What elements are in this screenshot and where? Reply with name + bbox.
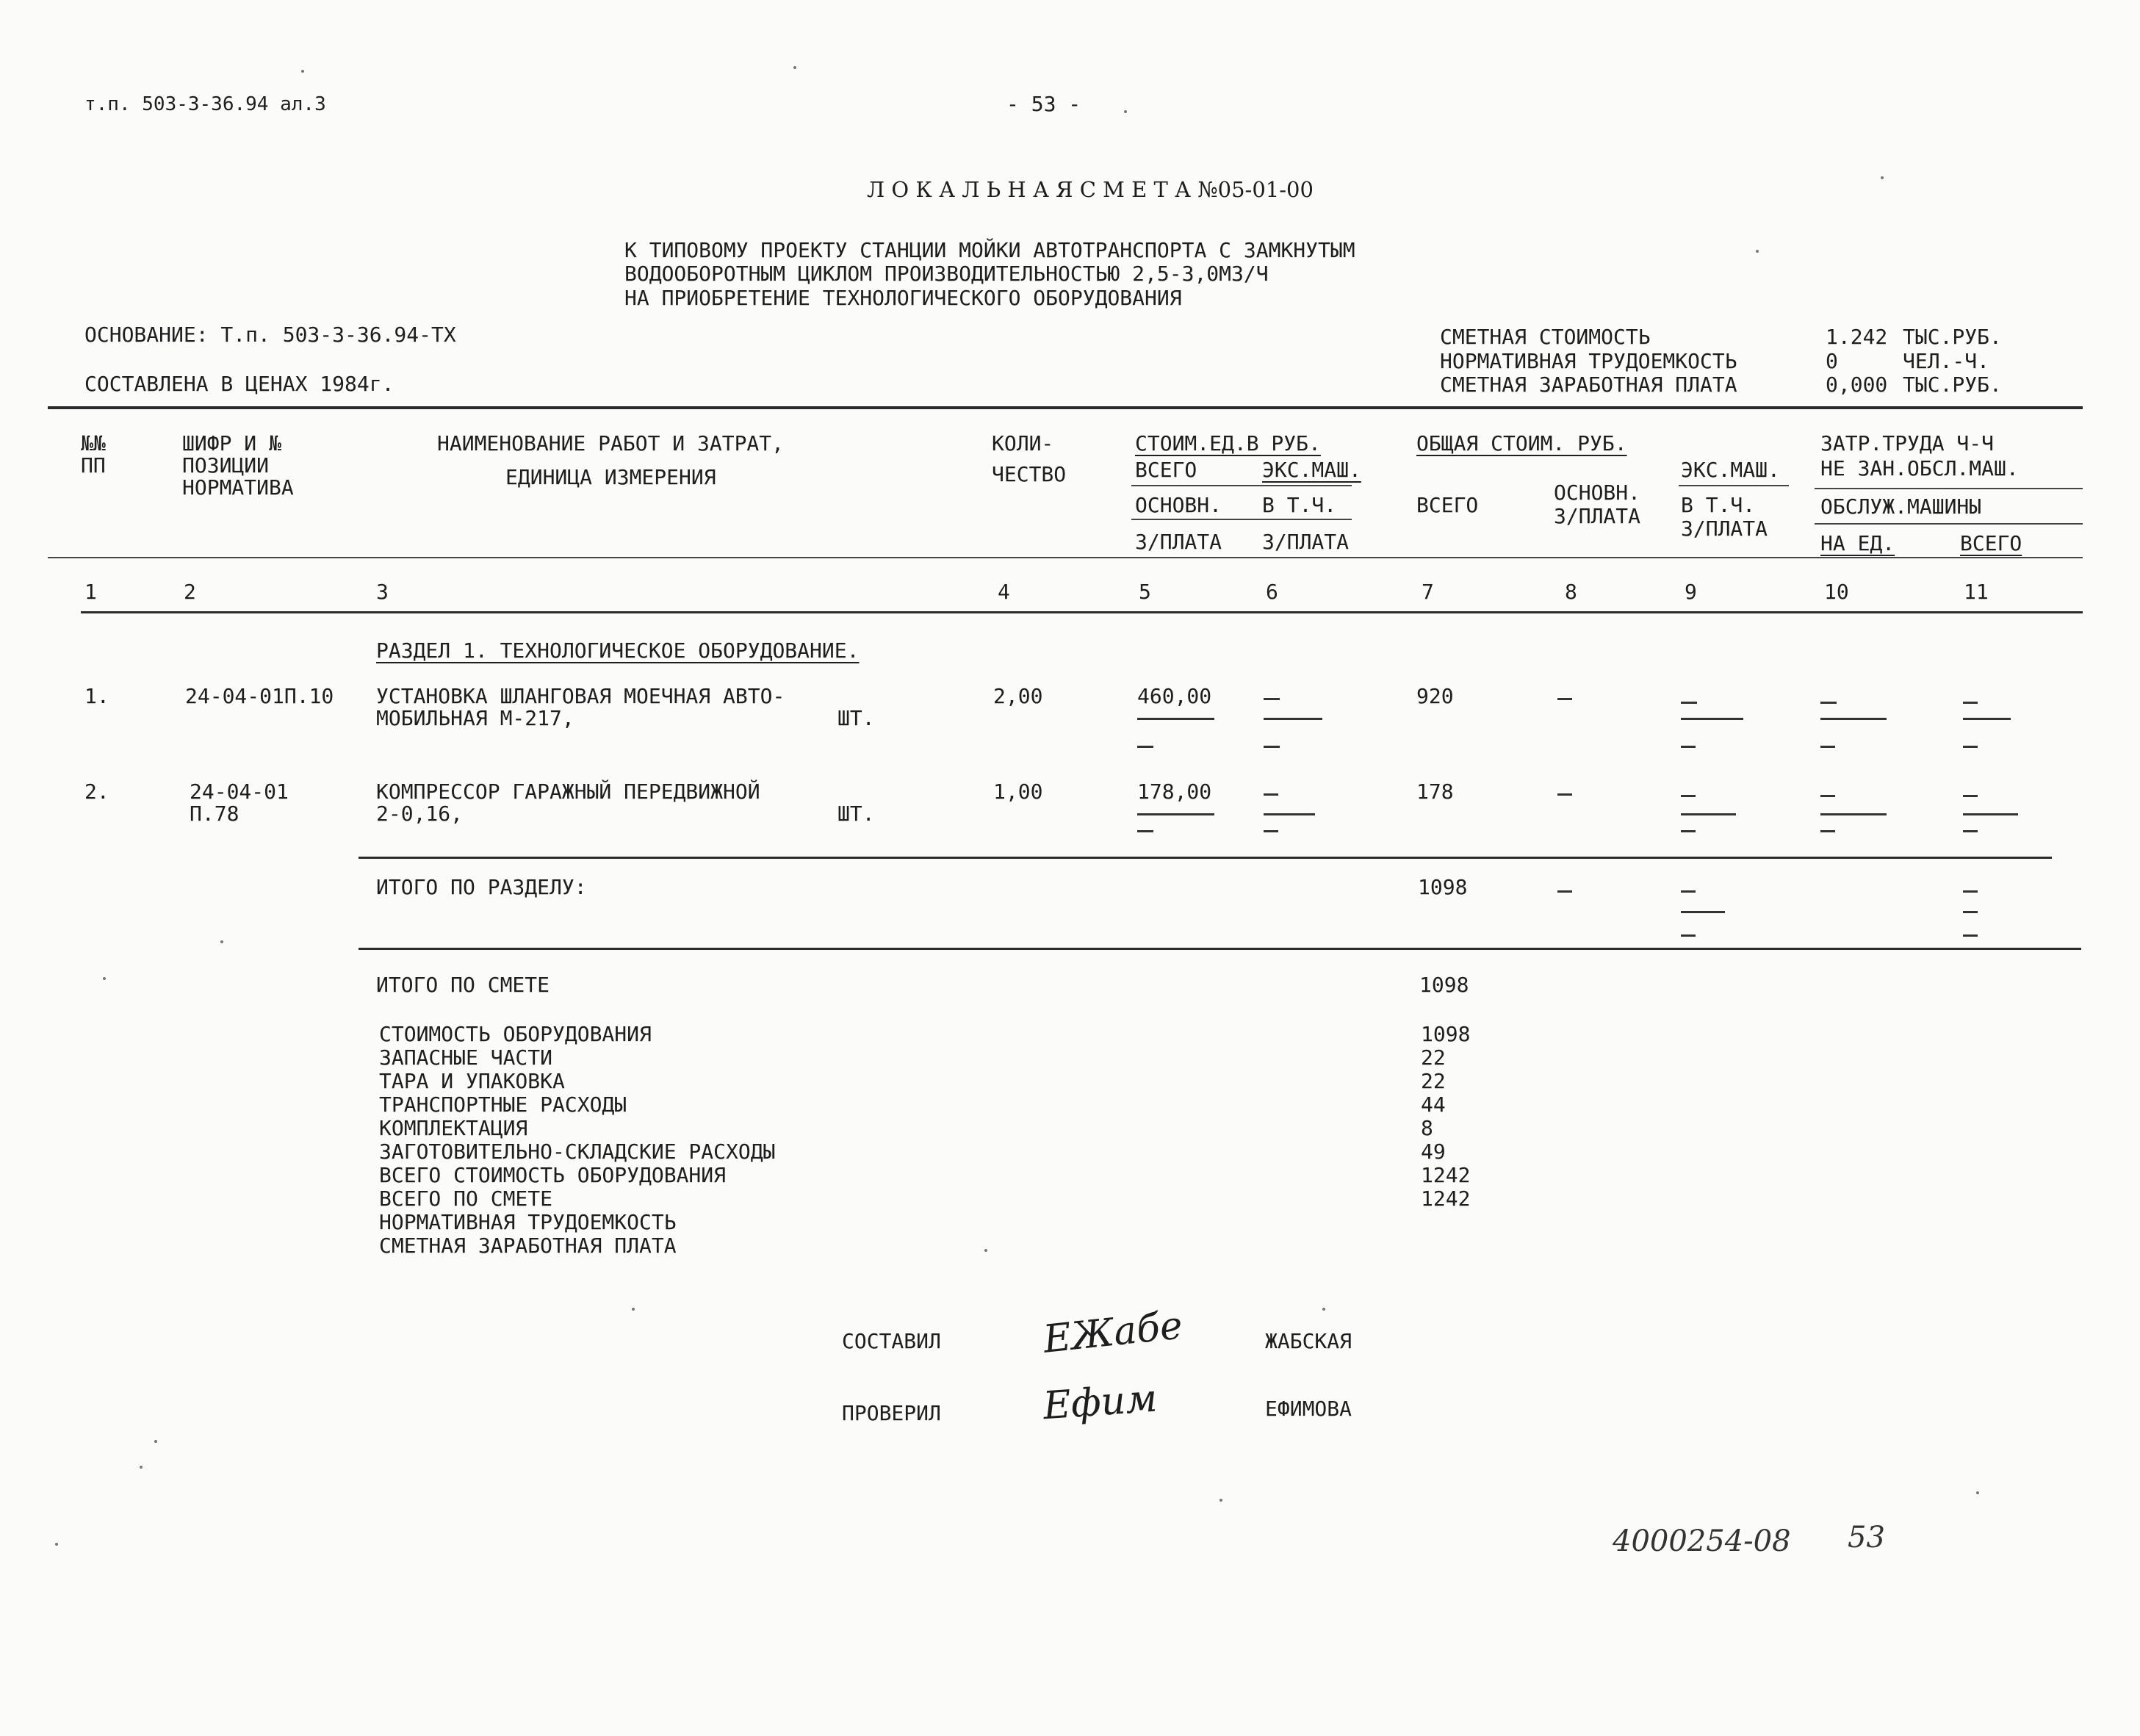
page-title: Л О К А Л Ь Н А Я С М Е Т А №05-01-00 [867,177,1314,202]
footer-handwritten-number: 4000254-08 [1613,1524,1791,1558]
breakdown-label: НОРМАТИВНАЯ ТРУДОЕМКОСТЬ [379,1210,677,1234]
estimate-rule [359,948,2081,950]
breakdown-label: ВСЕГО СТОИМОСТЬ ОБОРУДОВАНИЯ [379,1163,727,1187]
signature-name: ЕФИМОВА [1265,1397,1352,1421]
row-unit-price: 178,00 [1137,779,1212,804]
header-general-incl-l2: З/ПЛАТА [1681,516,1768,541]
breakdown-value: 22 [1421,1069,1446,1093]
estimate-total-label: ИТОГО ПО СМЕТЕ [376,973,550,997]
column-number: 8 [1565,580,1577,604]
signature-role: ПРОВЕРИЛ [842,1401,941,1425]
row-number: 1. [84,684,109,708]
breakdown-label: ВСЕГО ПО СМЕТЕ [379,1186,553,1211]
price-base-text: СОСТАВЛЕНА В ЦЕНАХ 1984г. [84,372,395,396]
row-quantity: 1,00 [993,779,1043,804]
header-rule [1815,523,2083,525]
header-col2-l3: НОРМАТИВА [182,475,294,500]
breakdown-label: КОМПЛЕКТАЦИЯ [379,1116,528,1140]
header-unit-cost: СТОИМ.ЕД.В РУБ. [1135,431,1321,455]
row-quantity: 2,00 [993,684,1043,708]
row-code: 24-04-01П.10 [185,684,334,708]
column-number: 2 [184,580,196,604]
column-number: 11 [1964,580,1989,604]
row-code: 24-04-01 [190,779,289,804]
section-total-rule [359,857,2052,859]
breakdown-value: 8 [1421,1116,1433,1140]
section-title: РАЗДЕЛ 1. ТЕХНОЛОГИЧЕСКОЕ ОБОРУДОВАНИЕ. [376,638,860,663]
row-name: МОБИЛЬНАЯ М-217, [376,706,574,730]
breakdown-value: 44 [1421,1092,1446,1117]
column-number: 1 [84,580,97,604]
breakdown-label: ТАРА И УПАКОВКА [379,1069,565,1093]
summary-label: СМЕТНАЯ СТОИМОСТЬ [1440,325,1651,349]
header-col4-l2: ЧЕСТВО [992,462,1067,486]
summary-value: 0 [1826,349,1838,373]
section-total-value: 1098 [1418,875,1468,899]
breakdown-value: 49 [1421,1139,1446,1164]
header-col2-l1: ШИФР И № [182,431,281,455]
header-labor-total: ВСЕГО [1960,531,2022,555]
column-number: 10 [1824,580,1849,604]
row-name: УСТАНОВКА ШЛАНГОВАЯ МОЕЧНАЯ АВТО- [376,684,785,708]
header-unit-total: ВСЕГО [1135,458,1197,482]
row-unit: ШТ. [837,706,875,730]
header-labor-l1: ЗАТР.ТРУДА Ч-Ч [1820,431,1995,455]
row-unit: ШТ. [837,802,875,826]
header-general-total: ВСЕГО [1416,493,1479,517]
summary-label: СМЕТНАЯ ЗАРАБОТНАЯ ПЛАТА [1440,372,1737,397]
header-col4-l1: КОЛИ- [992,431,1054,455]
breakdown-value: 1242 [1421,1163,1471,1187]
header-col3-l2: ЕДИНИЦА ИЗМЕРЕНИЯ [505,465,716,489]
subtitle-line: К ТИПОВОМУ ПРОЕКТУ СТАНЦИИ МОЙКИ АВТОТРАНСПОРТА С ЗАМКНУТЫМ [624,238,1355,262]
row-name: КОМПРЕССОР ГАРАЖНЫЙ ПЕРЕДВИЖНОЙ [376,779,760,804]
signature-handwriting: ЕЖабе [1041,1303,1185,1362]
breakdown-value: 22 [1421,1045,1446,1070]
breakdown-label: ЗАГОТОВИТЕЛЬНО-СКЛАДСКИЕ РАСХОДЫ [379,1139,776,1164]
header-unit-incl: В Т.Ч. [1262,493,1337,517]
header-general-cost: ОБЩАЯ СТОИМ. РУБ. [1416,431,1627,455]
breakdown-value: 1098 [1421,1022,1471,1046]
header-labor-unit: НА ЕД. [1820,531,1895,555]
column-number: 5 [1139,580,1151,604]
row-unit-price: 460,00 [1137,684,1212,708]
header-rule [1131,485,1352,486]
header-unit-wage: З/ПЛАТА [1262,530,1350,554]
section-total-label: ИТОГО ПО РАЗДЕЛУ: [376,875,587,899]
signature-role: СОСТАВИЛ [842,1329,941,1353]
header-bottom-rule [48,557,2083,558]
summary-unit: ТЫС.РУБ. [1903,325,2002,349]
column-number: 9 [1685,580,1697,604]
header-col1-l1: №№ [81,431,106,455]
header-unit-base: ОСНОВН. [1135,493,1222,517]
summary-unit: ТЫС.РУБ. [1903,372,2002,397]
header-rule [1815,488,2083,489]
header-rule [1131,519,1352,520]
header-general-incl-l1: В Т.Ч. [1681,493,1756,517]
header-labor-l2: НЕ ЗАН.ОБСЛ.МАШ. [1820,456,2019,480]
signature-handwriting: Ефим [1042,1376,1159,1429]
basis-text: ОСНОВАНИЕ: Т.п. 503-3-36.94-ТХ [84,323,456,347]
column-number: 7 [1422,580,1434,604]
row-name: 2-0,16, [376,802,464,826]
row-total: 178 [1416,779,1454,804]
summary-value: 1.242 [1826,325,1888,349]
breakdown-label: ТРАНСПОРТНЫЕ РАСХОДЫ [379,1092,627,1117]
subtitle-line: ВОДООБОРОТНЫМ ЦИКЛОМ ПРОИЗВОДИТЕЛЬНОСТЬЮ 2,5-3,0М3/Ч [624,262,1269,286]
header-general-base-l1: ОСНОВН. [1554,480,1641,505]
column-number: 4 [998,580,1010,604]
footer-handwritten-page: 53 [1848,1521,1885,1555]
signature-name: ЖАБСКАЯ [1265,1329,1352,1353]
header-general-machines: ЭКС.МАШ. [1681,458,1780,482]
breakdown-label: СТОИМОСТЬ ОБОРУДОВАНИЯ [379,1022,652,1046]
header-rule [1679,485,1789,486]
header-general-base-l2: З/ПЛАТА [1554,504,1641,528]
header-col3-l1: НАИМЕНОВАНИЕ РАБОТ И ЗАТРАТ, [437,431,785,455]
header-labor-service: ОБСЛУЖ.МАШИНЫ [1820,494,1982,519]
header-col2-l2: ПОЗИЦИИ [182,453,270,478]
breakdown-label: СМЕТНАЯ ЗАРАБОТНАЯ ПЛАТА [379,1233,677,1258]
subtitle-line: НА ПРИОБРЕТЕНИЕ ТЕХНОЛОГИЧЕСКОГО ОБОРУДОВАНИЯ [624,286,1182,310]
document-reference: т.п. 503-3-36.94 ал.3 [84,93,326,115]
row-code: П.78 [190,802,239,826]
table-top-rule [48,406,2083,409]
column-number: 3 [376,580,389,604]
summary-label: НОРМАТИВНАЯ ТРУДОЕМКОСТЬ [1440,349,1737,373]
page-number: - 53 - [1006,92,1081,116]
header-col1-l2: ПП [81,453,106,478]
header-unit-machines: ЭКС.МАШ. [1262,458,1361,482]
row-number: 2. [84,779,109,804]
estimate-total-value: 1098 [1419,973,1469,997]
breakdown-label: ЗАПАСНЫЕ ЧАСТИ [379,1045,553,1070]
column-number: 6 [1266,580,1278,604]
summary-unit: ЧЕЛ.-Ч. [1903,349,1990,373]
breakdown-value: 1242 [1421,1186,1471,1211]
summary-value: 0,000 [1826,372,1888,397]
numbers-rule [81,611,2083,613]
header-unit-wage: З/ПЛАТА [1135,530,1222,554]
row-total: 920 [1416,684,1454,708]
